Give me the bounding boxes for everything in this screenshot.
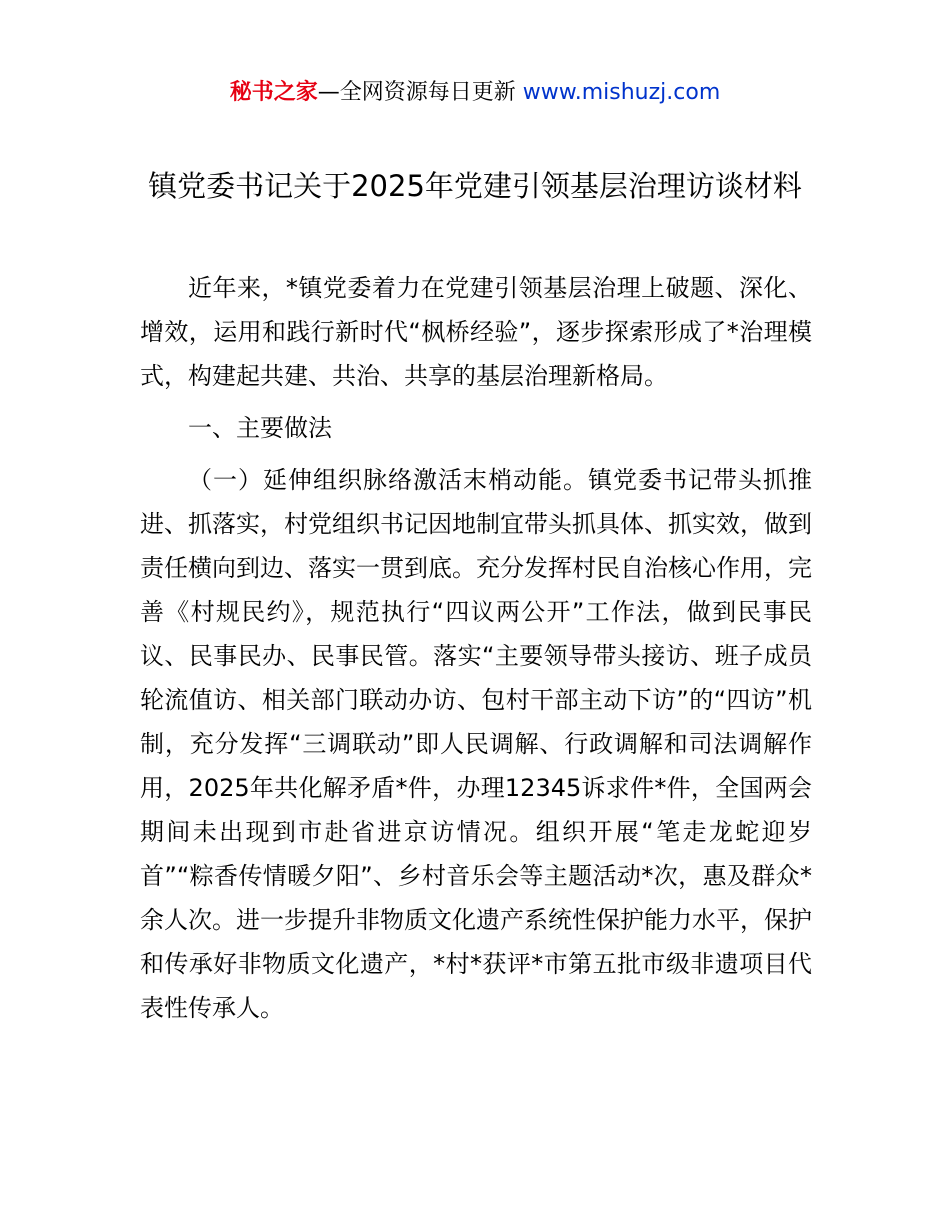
document-title: 镇党委书记关于2025年党建引领基层治理访谈材料	[148, 169, 802, 203]
site-header	[0, 76, 950, 110]
subsection-paragraph: （一）延伸组织脉络激活末梢动能。镇党委书记带头抓推进、抓落实，村党组织书记因地制宜带头抓具体、抓实效，做到责任横向到边、落实一贯到底。充分发挥村民自治核心作用，完善《村规民约》，规范执行“四议两公开”工作法，做到民事民议、民事民办、民事民管。落实“主要领导带头接访、班子成员轮流值访、相关部门联动办访、包村干部主动下访”的“四访”机制，充分发挥“三调联动”即人民调解、行政调解和司法调解作用，2025年共化解矛盾*件，办理12345诉求件*件，全国两会期间未出现到市赴省进京访情况。组织开展“笔走龙蛇迎岁首”“粽香传情暖夕阳”、乡村音乐会等主题活动*次，惠及群众*余人次。进一步提升非物质文化遗产系统性保护能力水平，保护和传承好非物质文化遗产，*村*获评*市第五批市级非遗项目代表性传承人。	[140, 466, 812, 1022]
site-tagline: —全网资源每日更新	[317, 80, 523, 105]
site-brand: 秘书之家	[229, 80, 318, 105]
intro-paragraph: 近年来，*镇党委着力在党建引领基层治理上破题、深化、增效，运用和践行新时代“枫桥经验”，逐步探索形成了*治理模式，构建起共建、共治、共享的基层治理新格局。	[140, 274, 812, 390]
section-heading: 一、主要做法	[188, 414, 332, 442]
site-url-link[interactable]: www.mishuzj.com	[522, 80, 721, 105]
document-body	[140, 266, 812, 1030]
